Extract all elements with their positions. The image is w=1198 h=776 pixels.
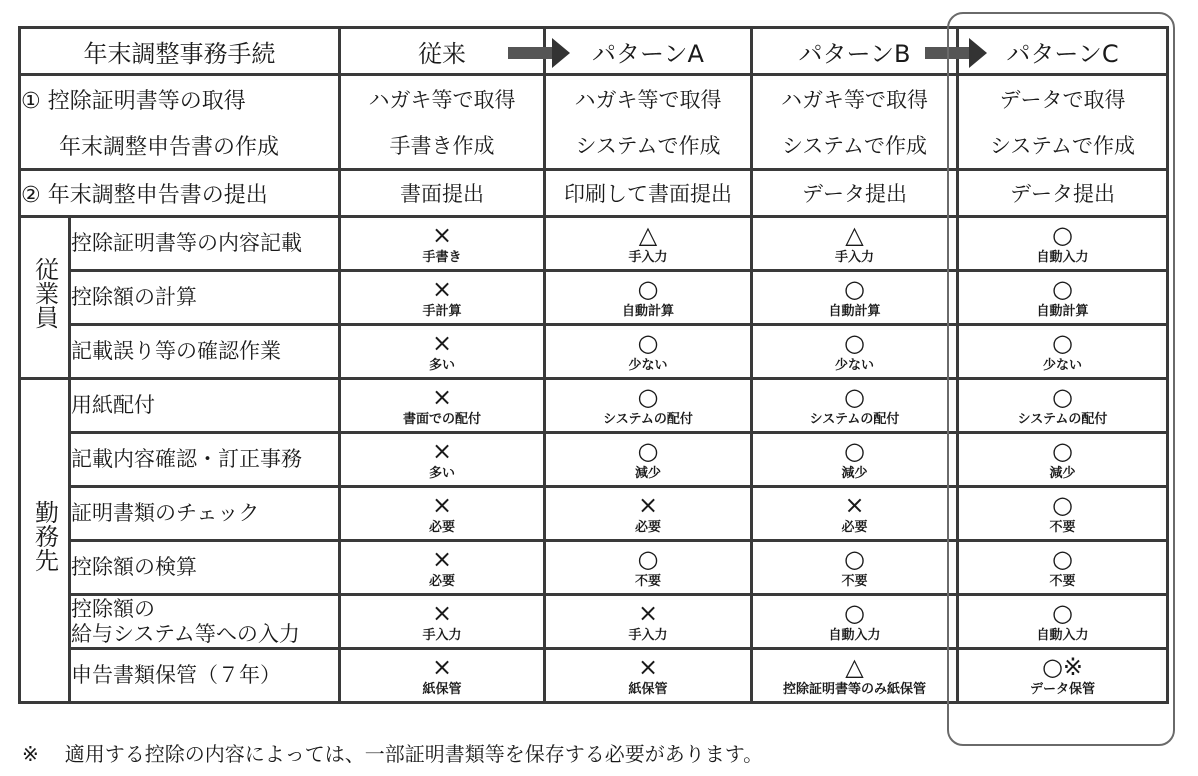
mark-note: システムの配付 — [1017, 412, 1108, 427]
mark-note: 減少 — [1049, 466, 1076, 481]
mark-symbol: × — [431, 329, 453, 357]
mark-note: 自動計算 — [1036, 304, 1089, 319]
footnote-mark: ※ — [22, 742, 39, 766]
mark-symbol: ○ — [844, 383, 865, 411]
cell-value: 手書き作成 — [340, 122, 545, 170]
cell-value: システムで作成 — [752, 122, 958, 170]
column-header-pattern-a: パターンA — [545, 28, 752, 75]
table-row — [20, 649, 1168, 703]
cell-value: ハガキ等で取得 — [752, 75, 958, 123]
mark-note: システムの配付 — [603, 412, 693, 427]
mark-symbol: ○ — [1052, 221, 1073, 249]
footnote-text: 適用する控除の内容によっては、一部証明書類等を保存する必要があります。 — [64, 742, 764, 766]
mark-note: 必要 — [428, 520, 455, 535]
mark-symbol: ○ — [844, 545, 865, 573]
item-label: 記載誤り等の確認作業 — [70, 325, 340, 379]
mark-symbol: × — [637, 491, 659, 519]
mark-note: 自動計算 — [828, 304, 881, 319]
mark-note: 紙保管 — [422, 682, 462, 697]
footnote — [22, 738, 763, 767]
mark-symbol: △ — [638, 221, 658, 249]
cell-value: 書面提出 — [340, 170, 545, 217]
mark-symbol: × — [431, 653, 453, 681]
mark-symbol: ○ — [844, 599, 865, 627]
mark-note: 手計算 — [422, 304, 462, 319]
mark-symbol: ○ — [1052, 491, 1073, 519]
mark-note: 多い — [428, 466, 455, 481]
mark-symbol: ○ — [637, 329, 659, 357]
mark-note: 手入力 — [628, 250, 668, 265]
mark-symbol: ○ — [844, 329, 865, 357]
mark-symbol: ○ — [1052, 383, 1073, 411]
table-row — [20, 595, 1168, 649]
item-label: 記載内容確認・訂正事務 — [70, 433, 340, 487]
mark-note: 必要 — [634, 520, 661, 535]
mark-note: 自動計算 — [621, 304, 674, 319]
mark-note: 自動入力 — [1036, 250, 1089, 265]
mark-symbol: × — [431, 491, 453, 519]
cell-value: ハガキ等で取得 — [545, 75, 752, 123]
mark-symbol: ○ — [637, 545, 659, 573]
mark-note: 自動入力 — [828, 628, 881, 643]
item-label: 控除証明書等の内容記載 — [70, 217, 340, 271]
mark-symbol: ○ — [637, 437, 659, 465]
item-label: 証明書類のチェック — [70, 487, 340, 541]
cell-value: データで取得 — [958, 75, 1168, 123]
mark-note: データ保管 — [1029, 682, 1095, 697]
mark-symbol: ○ — [1052, 437, 1073, 465]
table-row — [20, 325, 1168, 379]
cell-value: システムで作成 — [545, 122, 752, 170]
mark-symbol: ○※ — [1041, 653, 1084, 681]
comparison-table — [18, 26, 1169, 704]
mark-note: 必要 — [841, 520, 868, 535]
mark-symbol: ○ — [1052, 599, 1073, 627]
item-label: 用紙配付 — [70, 379, 340, 433]
mark-symbol: × — [844, 491, 865, 519]
mark-note: システムの配付 — [809, 412, 900, 427]
mark-symbol: △ — [845, 221, 864, 249]
mark-symbol: × — [431, 545, 453, 573]
mark-note: 手入力 — [834, 250, 874, 265]
mark-symbol: ○ — [637, 275, 659, 303]
item-label: 控除額の検算 — [70, 541, 340, 595]
mark-note: 少ない — [1042, 358, 1082, 373]
mark-note: 必要 — [428, 574, 455, 589]
mark-note: 減少 — [634, 466, 661, 481]
mark-note: 自動入力 — [1036, 628, 1089, 643]
mark-symbol: × — [431, 275, 453, 303]
row-label-creation: 年末調整申告書の作成 — [20, 122, 340, 170]
mark-symbol: ○ — [1052, 329, 1073, 357]
table-row — [20, 487, 1168, 541]
table-row — [20, 379, 1168, 433]
mark-note: 紙保管 — [628, 682, 668, 697]
table-row — [20, 217, 1168, 271]
column-header-pattern-b: パターンB — [752, 28, 958, 75]
mark-note: 手入力 — [628, 628, 668, 643]
group-label-employee: 従業員 — [20, 217, 70, 379]
cell-value: データ提出 — [752, 170, 958, 217]
table-row — [20, 541, 1168, 595]
mark-symbol: × — [431, 599, 453, 627]
mark-note: 少ない — [834, 358, 874, 373]
table-row — [20, 433, 1168, 487]
mark-symbol: △ — [845, 653, 864, 681]
group-label-employer: 勤務先 — [20, 379, 70, 703]
mark-symbol: × — [637, 653, 659, 681]
mark-note: 不要 — [1049, 574, 1076, 589]
column-header-pattern-c: パターンC — [958, 28, 1168, 75]
cell-value: 印刷して書面提出 — [545, 170, 752, 217]
mark-symbol: ○ — [637, 383, 659, 411]
row-label-submission: ② 年末調整申告書の提出 — [20, 170, 340, 217]
mark-note: 控除証明書等のみ紙保管 — [782, 682, 926, 697]
row-label-acquisition: ① 控除証明書等の取得 — [20, 75, 340, 123]
mark-note: 不要 — [634, 574, 661, 589]
mark-note: 手書き — [422, 250, 462, 265]
mark-symbol: ○ — [844, 437, 865, 465]
mark-note: 減少 — [841, 466, 868, 481]
cell-value: ハガキ等で取得 — [340, 75, 545, 123]
row-acquisition — [20, 75, 1168, 123]
mark-symbol: × — [431, 437, 453, 465]
item-label: 申告書類保管（７年） — [70, 649, 340, 703]
mark-symbol: × — [431, 221, 453, 249]
mark-note: 多い — [428, 358, 455, 373]
table-title: 年末調整事務手続 — [20, 28, 340, 75]
item-label: 控除額の 給与システム等への入力 — [70, 595, 340, 649]
arrow-right-icon — [925, 44, 987, 62]
mark-symbol: ○ — [844, 275, 865, 303]
mark-note: 不要 — [841, 574, 868, 589]
header-row — [20, 28, 1168, 75]
mark-symbol: × — [637, 599, 659, 627]
mark-note: 手入力 — [422, 628, 462, 643]
mark-symbol: ○ — [1052, 275, 1073, 303]
cell-value: システムで作成 — [958, 122, 1168, 170]
row-submission — [20, 170, 1168, 217]
table-row — [20, 271, 1168, 325]
mark-symbol: × — [431, 383, 453, 411]
column-header-conventional: 従来 — [340, 28, 545, 75]
mark-note: 書面での配付 — [402, 412, 481, 427]
mark-symbol: ○ — [1052, 545, 1073, 573]
arrow-right-icon — [508, 44, 570, 62]
row-creation — [20, 122, 1168, 170]
cell-value: データ提出 — [958, 170, 1168, 217]
mark-note: 少ない — [628, 358, 668, 373]
mark-note: 不要 — [1049, 520, 1076, 535]
item-label: 控除額の計算 — [70, 271, 340, 325]
